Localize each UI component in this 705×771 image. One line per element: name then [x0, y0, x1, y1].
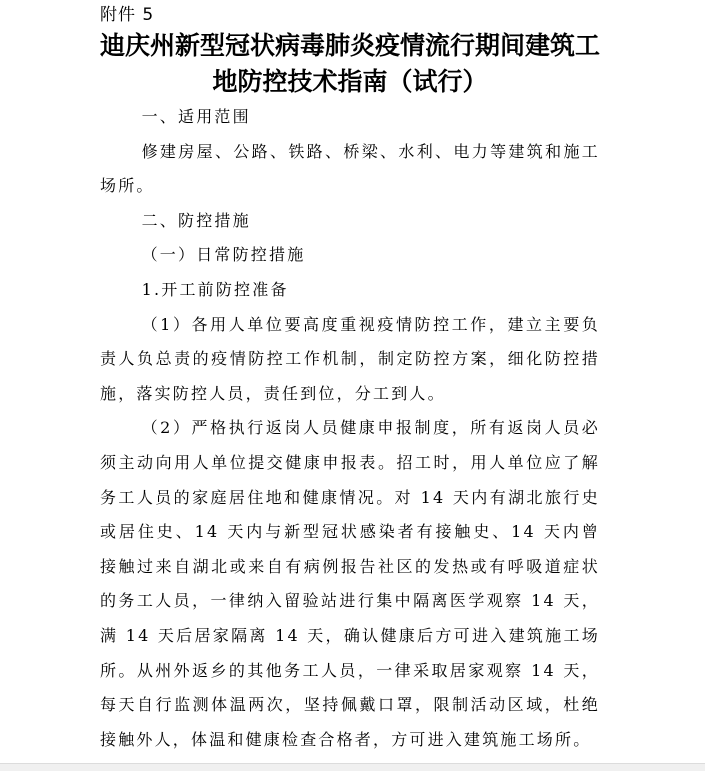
section-heading-measures: 二、防控措施: [141, 210, 251, 230]
paragraph-item-2: （2）严格执行返岗人员健康申报制度，所有返岗人员必须主动向用人单位提交健康申报表。招工时，用人单位应了解务工人员的家庭居住地和健康情况。对 14 天内有湖北旅行史或居住史、14 天内与新型冠状感染者有接触史、14 天内曾接触过来自湖北或来自有病例报告社区的发热或有呼吸道症状的务工人员，一律纳入留验站进行集中隔离医学观察 14 天，满 14 天后居家隔离 14 天，确认健康后方可进入建筑施工场所。从州外返乡的其他务工人员，一律采取居家观察 14 天，每天自行监测体温两次，坚持佩戴口罩，限制活动区域，杜绝接触外人，体温和健康检查合格者，方可进入建筑施工场所。: [100, 418, 600, 749]
document-title: 迪庆州新型冠状病毒肺炎疫情流行期间建筑工地防控技术指南（试行）: [100, 31, 601, 96]
attachment-label: 附件 5: [100, 5, 155, 25]
item-heading-preparation: 1.开工前防控准备: [141, 279, 289, 299]
paragraph-scope-content: 修建房屋、公路、铁路、桥梁、水利、电力等建筑和施工场所。: [100, 141, 600, 196]
paragraph-item-1: （1）各用人单位要高度重视疫情防控工作，建立主要负责人负总责的疫情防控工作机制，制定防控方案，细化防控措施，落实防控人员，责任到位，分工到人。: [100, 314, 600, 403]
section-heading-scope: 一、适用范围: [141, 107, 251, 126]
subsection-heading-daily: （一）日常防控措施: [141, 245, 306, 265]
document-body: [100, 100, 600, 757]
